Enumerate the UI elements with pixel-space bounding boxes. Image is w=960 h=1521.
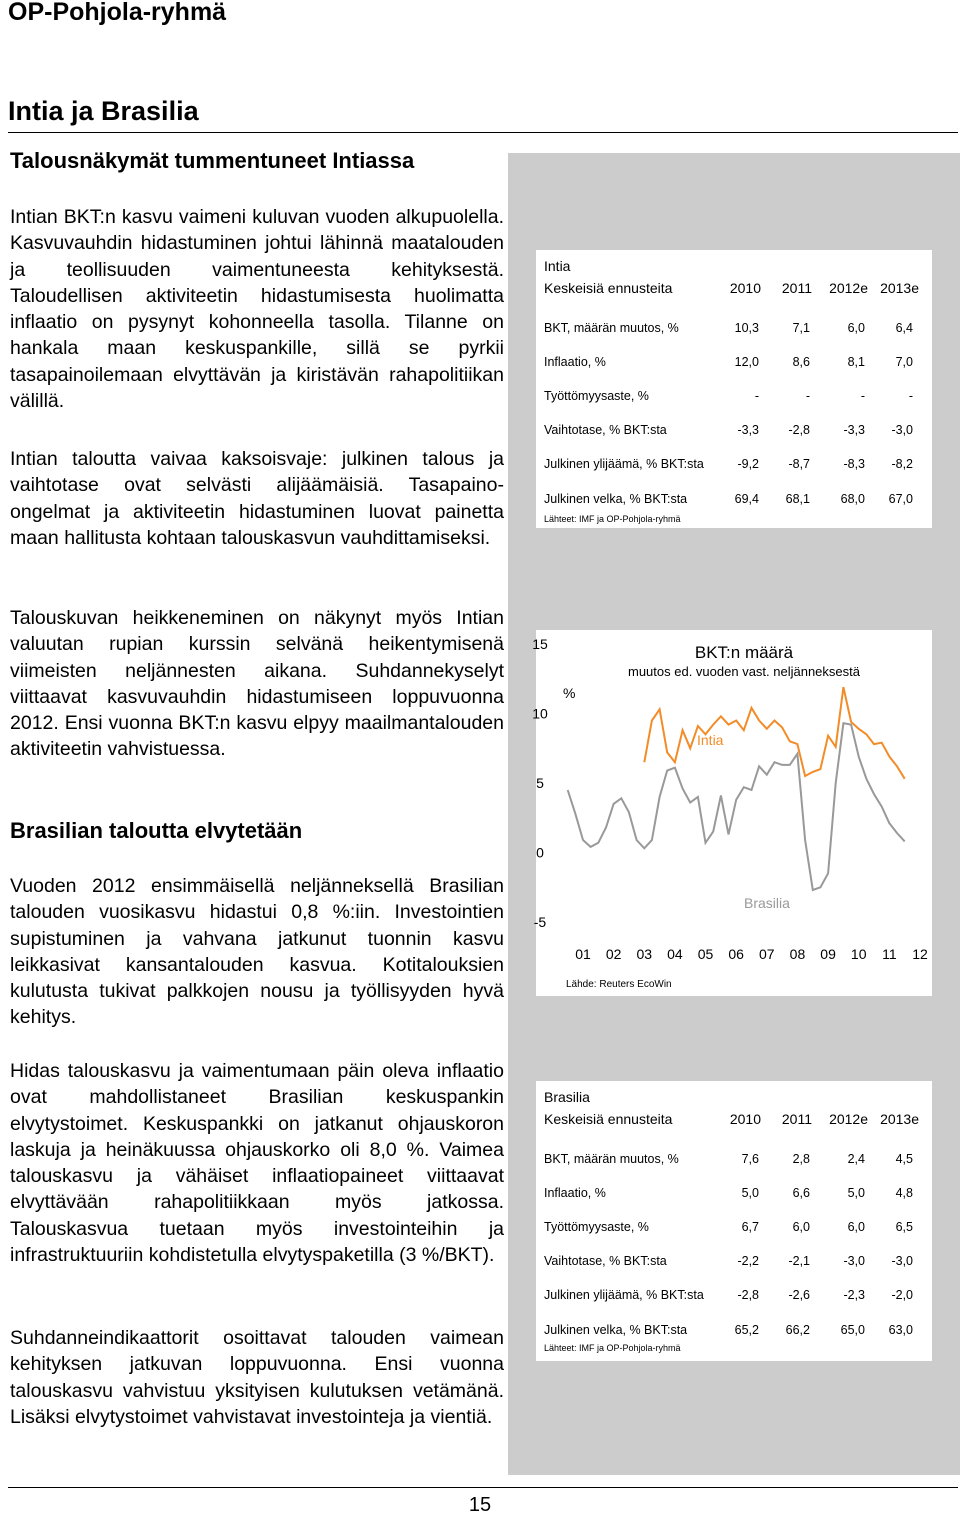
brazil-heading: Brasilian taloutta elvytetään [10,818,303,843]
brazil-table-row: BKT, määrän muutos, % 7,6 2,8 2,4 4,5 [544,1152,913,1166]
brazil-p2: Hidas talouskasvu ja vaimentumaan päin oleva inflaatio ovat mahdollistaneet Brasilian keskuspankin elvytystoimet. Keskuspankki on jatkanut ohjauskoron laskuja ja heinäkuussa ohjauskorko oli 8,0 %. Vaimea talouskasvu ja vähäiset inflaatiopaineet viittaavat elvyttävään rahapolitiikkaan myös jatkossa. Talouskasvua tuetaan myös investointeihin ja infrastruktuuriin kohdistetulla elvytyspaketilla (3 %/BKT). [10,1060,504,1267]
x-tick-label: 05 [697,946,714,962]
india-p2: Intian taloutta vaivaa kaksoisvaje: julkinen talous ja vaihtotase ovat selvästi alijäämäisiä. Tasapaino-ongelmat ja aktiviteetin hidastuminen luovat painetta maan hallitusta kohtaan talouskasvun vauhdittamiseksi. [10,448,504,549]
gdp-chart [508,630,960,1000]
x-tick-label: 07 [759,946,775,962]
x-tick-label: 06 [728,946,744,962]
india-table-row: Työttömyysaste, % - - - - [544,389,913,403]
india-paragraph-3 [10,605,504,763]
brazil-table-country: Brasilia [544,1089,590,1105]
india-table-row: Julkinen velka, % BKT:sta 69,4 68,1 68,0 67,0 [544,492,913,506]
india-table-row: Inflaatio, % 12,0 8,6 8,1 7,0 [544,355,913,369]
brazil-p1: Vuoden 2012 ensimmäisellä neljänneksellä Brasilian talouden vuosikasvu hidastui 0,8 %:iin. Investointien supistuminen ja vahvana jatkunut tuonnin kasvu leikkasivat kansantalouden kasvua. Kotitalouksien kulutusta tukivat palkkojen nousu ja työllisyyden hyvä kehitys. [10,875,504,1029]
x-tick-label: 12 [912,946,928,962]
brazil-paragraph-3 [10,1325,504,1430]
brazil-table-header: Keskeisiä ennusteita 2010 2011 2012e 2013e [544,1111,919,1127]
brazil-table-row: Julkinen velka, % BKT:sta 65,2 66,2 65,0 63,0 [544,1323,913,1337]
brand-title: OP-Pohjola-ryhmä [8,0,227,26]
brazil-table-row: Vaihtotase, % BKT:sta -2,2 -2,1 -3,0 -3,0 [544,1254,913,1268]
india-p1: Intian BKT:n kasvu vaimeni kuluvan vuoden alkupuolella. Kasvuvauhdin hidastuminen johtui lähinnä maatalouden ja teollisuuden vaimentuneesta kehityksestä. Taloudellisen aktiviteetin hidastumisesta huolimatta inflaatio on pysynyt kohonneella tasolla. Tilanne on hankala maan keskuspankille, sillä se pyrkii tasapainoilemaan elvyttävän ja kiristävän rahapolitiikan välillä. [10,206,504,413]
header-rule [8,132,958,133]
india-forecast-table [536,250,932,528]
gdp-chart-svg [508,630,960,1000]
page-number: 15 [468,1494,492,1516]
y-axis-label: % [563,685,576,701]
brazil-table-row: Julkinen ylijäämä, % BKT:sta -2,8 -2,6 -2,3 -2,0 [544,1288,913,1302]
y-tick-label: 10 [532,705,548,722]
chart-source: Lähde: Reuters EcoWin [566,979,672,990]
brazil-table-source: Lähteet: IMF ja OP-Pohjola-ryhmä [544,1343,681,1353]
brazil-p3: Suhdanneindikaattorit osoittavat talouden vaimean kehityksen jatkuvan loppuvuonna. Ensi vuonna talouskasvu vahvistuu yksityisen kulutuksen vetämänä. Lisäksi elvytystoimet vahvistavat investointeja ja vientiä. [10,1327,504,1428]
brazil-paragraph-1 [10,873,504,1031]
y-tick-label: 15 [532,636,548,652]
india-table-row: Julkinen ylijäämä, % BKT:sta -9,2 -8,7 -8,3 -8,2 [544,457,913,471]
y-tick-label: -5 [533,914,547,930]
x-tick-label: 03 [636,946,653,962]
x-tick-label: 01 [575,946,591,962]
x-tick-label: 11 [882,946,897,962]
india-table-source: Lähteet: IMF ja OP-Pohjola-ryhmä [544,514,681,524]
x-tick-label: 09 [820,946,836,962]
chart-title: BKT:n määrä [694,643,794,662]
brazil-forecast-table [536,1081,932,1361]
india-paragraph-1 [10,204,504,414]
footer-rule [8,1487,958,1488]
y-tick-label: 0 [536,844,544,861]
chart-subtitle: muutos ed. vuoden vast. neljänneksestä [628,664,860,679]
brazil-paragraph-2 [10,1058,504,1268]
brazil-table-row: Inflaatio, % 5,0 6,6 5,0 4,8 [544,1186,913,1200]
x-tick-label: 08 [789,946,806,962]
x-tick-label: 02 [605,946,622,962]
india-p3: Talouskuvan heikkeneminen on näkynyt myös Intian valuutan rupian kurssin selvänä heikentymisenä viimeisten neljännesten aikana. Suhdannekyselyt viittaavat kasvuvauhdin hidastumiseen loppuvuonna 2012. Ensi vuonna BKT:n kasvu elpyy maailmantalouden aktiviteetin vahvistuessa. [10,607,504,761]
india-paragraph-2 [10,446,504,551]
y-tick-label: 5 [536,775,544,791]
x-tick-label: 10 [850,946,867,962]
india-table-header: Keskeisiä ennusteita 2010 2011 2012e 2013e [544,280,919,296]
india-table-row: Vaihtotase, % BKT:sta -3,3 -2,8 -3,3 -3,0 [544,423,913,437]
india-series-label: Intia [697,732,724,748]
brazil-table-row: Työttömyysaste, % 6,7 6,0 6,0 6,5 [544,1220,913,1234]
page-title: Intia ja Brasilia [8,96,199,126]
brazil-series-label: Brasilia [744,895,790,911]
x-tick-label: 04 [667,946,683,962]
india-heading: Talousnäkymät tummentuneet Intiassa [10,148,415,173]
india-table-country: Intia [544,258,571,274]
india-table-row: BKT, määrän muutos, % 10,3 7,1 6,0 6,4 [544,321,913,335]
